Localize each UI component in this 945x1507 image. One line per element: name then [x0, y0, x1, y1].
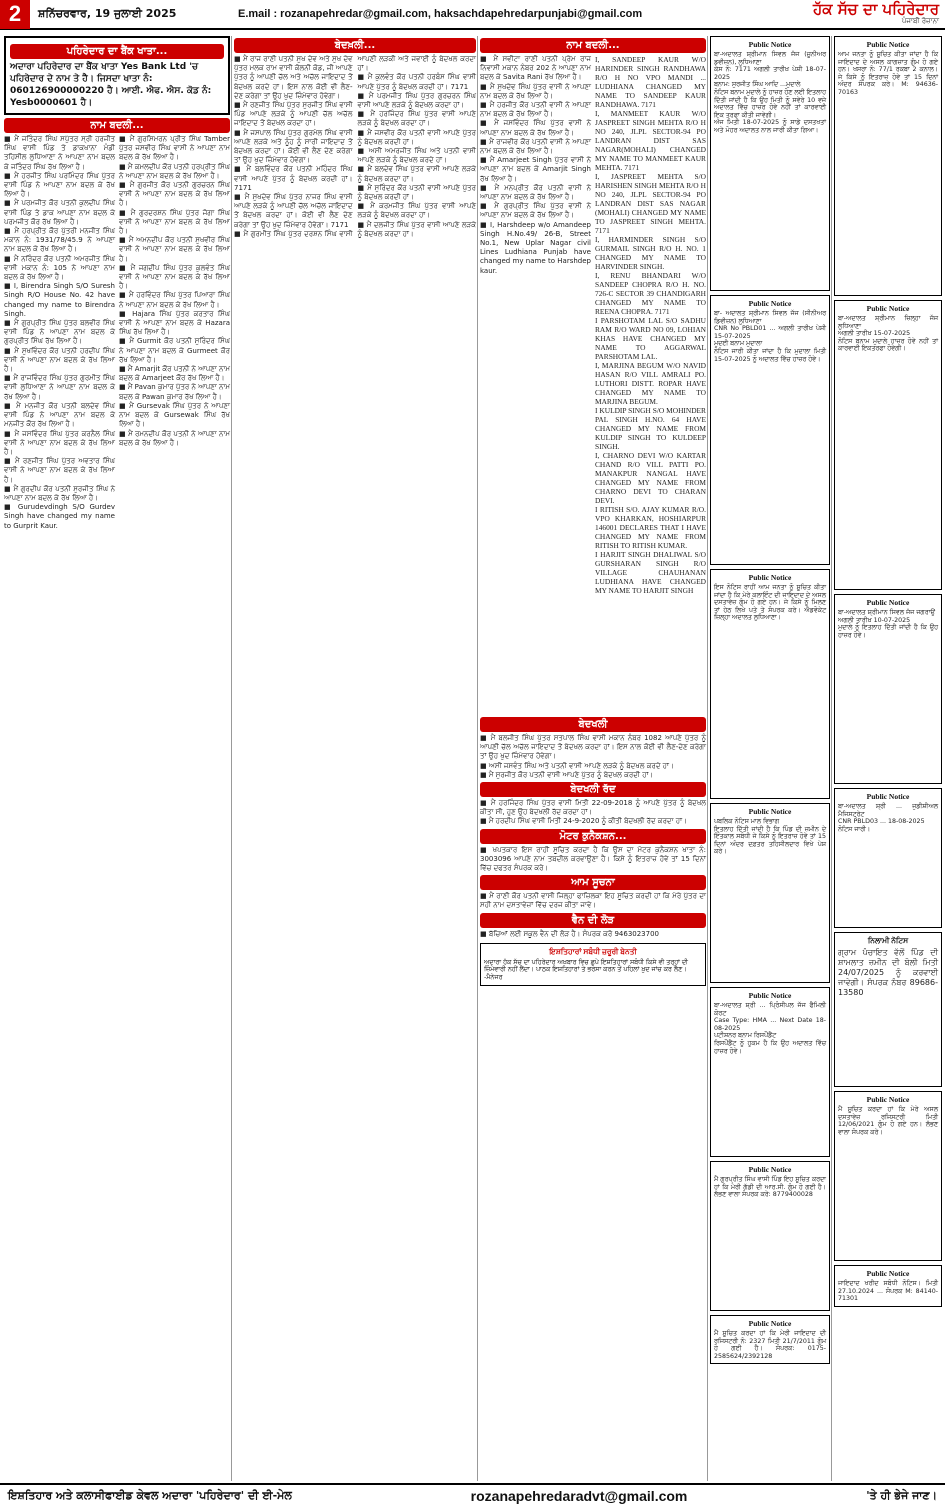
name-change-punjabi: ■ ਮੈਂ ਸਵੀਟਾ ਰਾਣੀ ਪਤਨੀ ਪ੍ਰੇਮ ਰਾਜ ਨਿਵਾਸੀ ਮਕਾਨ ਨੰਬਰ 202 ਨੇ ਆਪਣਾ ਨਾਮ ਬਦਲ ਕੇ Savita Rani ਰੱਖ ਲਿਆ ਹੈ। ■ ਮੈਂ ਸੁਖਦੇਵ ਸਿੰਘ ਪੁੱਤਰ ਵਾਸੀ ਨੇ ਆਪਣਾ ਨਾਮ ਬਦਲ ਕੇ ਰੱਖ ਲਿਆ ਹੈ। ■ ਮੈਂ ਹਰਜੀਤ ਕੌਰ ਪਤਨੀ ਵਾਸੀ ਨੇ ਆਪਣਾ ਨਾਮ ਬਦਲ ਕੇ ਰੱਖ ਲਿਆ ਹੈ। ■ ਮੈਂ ਜਸਵਿੰਦਰ ਸਿੰਘ ਪੁੱਤਰ ਵਾਸੀ ਨੇ ਆਪਣਾ ਨਾਮ ਬਦਲ ਕੇ ਰੱਖ ਲਿਆ ਹੈ। ■ ਮੈਂ ਰਾਜਵੀਰ ਕੌਰ ਪਤਨੀ ਵਾਸੀ ਨੇ ਆਪਣਾ ਨਾਮ ਬਦਲ ਕੇ ਰੱਖ ਲਿਆ ਹੈ। ■ ਮੈਂ Amarjeet Singh ਪੁੱਤਰ ਵਾਸੀ ਨੇ ਆਪਣਾ ਨਾਮ ਬਦਲ ਕੇ Amarjit Singh ਰੱਖ ਲਿਆ ਹੈ। ■ ਮੈਂ ਮਨਪ੍ਰੀਤ ਕੌਰ ਪਤਨੀ ਵਾਸੀ ਨੇ ਆਪਣਾ ਨਾਮ ਬਦਲ ਕੇ ਰੱਖ ਲਿਆ ਹੈ। ■ ਮੈਂ ਗੁਰਪ੍ਰੀਤ ਸਿੰਘ ਪੁੱਤਰ ਵਾਸੀ ਨੇ ਆਪਣਾ ਨਾਮ ਬਦਲ ਕੇ ਰੱਖ ਲਿਆ ਹੈ। ■ I, Harshdeep w/o Amandeep Singh H.No.49/ 26-B, Street No.1, New Uplar Nagar civil Lines Ludhiana Punjab have changed my name to Harshdep kaur.	[480, 55, 591, 275]
auction-notice: ਨਿਲਾਮੀ ਨੋਟਿਸ ਗ੍ਰਾਮ ਪੰਚਾਇਤ ਵੱਲੋਂ ਪਿੰਡ ਦੀ ਸ਼ਾਮਲਾਤ ਜ਼ਮੀਨ ਦੀ ਬੋਲੀ ਮਿਤੀ 24/07/2025 ਨੂੰ ਕਰਵਾਈ ਜਾਵੇਗੀ। ਸੰਪਰਕ ਨੰਬਰ 89686-13580	[834, 932, 942, 1087]
column-2	[234, 36, 476, 1481]
section-heading-disownment-2: ਬੇਦਖਲੀ	[480, 717, 706, 732]
footer-bar	[0, 1483, 945, 1507]
court-notice-3: Public Notice ਬਾ-ਅਦਾਲਤ ਸ਼੍ਰੀਮਾਨ ਜ਼ਿਲ੍ਹਾ ਜੱਜ ਲੁਧਿਆਣਾ ਅਗਲੀ ਤਾਰੀਖ਼ 15-07-2025 ਨੋਟਿਸ ਬਨਾਮ ਮੁਦਾਲੇ ਹਾਜ਼ਰ ਹੋਵੇ ਨਹੀਂ ਤਾਂ ਕਾਰਵਾਈ ਇਕਤਰਫਾ ਹੋਵੇਗੀ।	[834, 300, 942, 590]
contact-email[interactable]: E.mail : rozanapehredar@gmail.com, haksachdapehredarpunjabi@gmail.com	[238, 8, 643, 20]
section-heading-disownment: ਬੇਦਖ਼ਲੀ...	[234, 38, 476, 53]
column-4	[710, 36, 830, 1481]
van-needed-text: ■ ਬੱਚਿਆਂ ਲਈ ਸਕੂਲ ਵੈਨ ਦੀ ਲੋੜ ਹੈ। ਸੰਪਰਕ ਕਰੋ 9463023700	[480, 929, 659, 938]
court-notice-5: Public Notice ਬਾ-ਅਦਾਲਤ ਸ਼੍ਰੀ ... ਜੁਡੀਸ਼ੀਅਲ ਮੈਜਿਸਟ੍ਰੇਟ CNR PBLD03 ... 18-08-2025 ਨੋਟਿਸ ਜਾਰੀ।	[834, 788, 942, 928]
column-3	[480, 36, 709, 1481]
section-heading-van-needed: ਵੈਨ ਦੀ ਲੋੜ	[480, 913, 706, 928]
section-heading-motor-connection: ਮੋਟਰ ਕੁਨੈਕਸ਼ਨ...	[480, 829, 706, 844]
lost-registry-notice: Public Notice ਮੈਂ ਸੂਚਿਤ ਕਰਦਾ ਹਾਂ ਕਿ ਮੇਰੀ ਜਾਇਦਾਦ ਦੀ ਰਜਿਸਟਰੀ ਨੰ: 2327 ਮਿਤੀ 21/7/2011 ਗੁੰਮ ਹੋ ਗਈ ਹੈ। ਸੰਪਰਕ: 0175-2585624/2392128	[710, 1315, 830, 1364]
disclaimer-title: ਇਸ਼ਤਿਹਾਰਾਂ ਸਬੰਧੀ ਜ਼ਰੂਰੀ ਬੇਨਤੀ	[549, 946, 637, 956]
footer-text-right: 'ਤੇ ਹੀ ਭੇਜੇ ਜਾਣ।	[866, 1489, 937, 1502]
bank-heading: ਪਹਿਰੇਦਾਰ ਦਾ ਬੈਂਕ ਖਾਤਾ...	[10, 44, 224, 59]
disownment-cancel-text: ■ ਮੈਂ ਹਰਜਿੰਦਰ ਸਿੰਘ ਪੁੱਤਰ ਵਾਸੀ ਮਿਤੀ 22-09-2018 ਨੂੰ ਆਪਣੇ ਪੁੱਤਰ ਨੂੰ ਬੇਦਖਲ ਕੀਤਾ ਸੀ, ਹੁਣ ਉਹ ਬੇਦਖਲੀ ਰੱਦ ਕਰਦਾ ਹਾਂ। ■ ਮੈਂ ਹਰਦੀਪ ਸਿੰਘ ਵਾਸੀ ਮਿਤੀ 24-9-2020 ਨੂੰ ਕੀਤੀ ਬੇਦਖਲੀ ਰੱਦ ਕਰਦਾ ਹਾਂ।	[480, 799, 706, 826]
motor-connection-text: ■ ਖਪਤਕਾਰ ਇਸ ਰਾਹੀਂ ਸੂਚਿਤ ਕਰਦਾ ਹੈ ਕਿ ਉਸ ਦਾ ਮੋਟਰ ਕੁਨੈਕਸ਼ਨ ਖਾਤਾ ਨੰ: 3003096 ਆਪਣੇ ਨਾਮ ਤਬਦੀਲ ਕਰਵਾਉਣਾ ਹੈ। ਕਿਸੇ ਨੂੰ ਇਤਰਾਜ਼ ਹੋਵੇ ਤਾਂ 15 ਦਿਨਾਂ ਵਿੱਚ ਦਫਤਰ ਸੰਪਰਕ ਕਰੇ।	[480, 845, 709, 873]
section-heading-disownment-cancel: ਬੇਦਖਲੀ ਰੱਦ	[480, 782, 706, 797]
newspaper-logo: ਹੱਕ ਸੱਚ ਦਾ ਪਹਿਰੇਦਾਰ ਪੰਜਾਬੀ ਰੋਜ਼ਾਨਾ	[813, 0, 939, 25]
court-notice-2: Public Notice ਬਾ- ਅਦਾਲਤ ਸ਼੍ਰੀਮਾਨ ਸਿਵਲ ਜੱਜ (ਸੀਨੀਅਰ ਡਿਵੀਜ਼ਨ) ਲੁਧਿਆਣਾ CNR No PBLD01 ... ਅਗਲੀ ਤਾਰੀਖ਼ ਪੇਸ਼ੀ 15-07-2025 ਮੁਦਈ ਬਨਾਮ ਮੁਦਾਲਾ ਨੋਟਿਸ ਜਾਰੀ ਕੀਤਾ ਜਾਂਦਾ ਹੈ ਕਿ ਮੁਦਾਲਾ ਮਿਤੀ 15-07-2025 ਨੂੰ ਅਦਾਲਤ ਵਿੱਚ ਹਾਜ਼ਰ ਹੋਵੇ।	[710, 295, 830, 565]
court-notice-4: Public Notice ਬਾ-ਅਦਾਲਤ ਸ਼੍ਰੀਮਾਨ ਸਿਵਲ ਜੱਜ ਜਗਰਾਉਂ ਅਗਲੀ ਤਾਰੀਖ਼ 10-07-2025 ਮੁਦਾਲੇ ਨੂੰ ਇਤਲਾਹ ਦਿੱਤੀ ਜਾਂਦੀ ਹੈ ਕਿ ਉਹ ਹਾਜ਼ਰ ਹੋਵੇ।	[834, 594, 942, 784]
disownment-2-text: ■ ਮੈਂ ਬਲਜੀਤ ਸਿੰਘ ਪੁੱਤਰ ਸਤਪਾਲ ਸਿੰਘ ਵਾਸੀ ਮਕਾਨ ਨੰਬਰ 1082 ਆਪਣੇ ਪੁੱਤਰ ਨੂੰ ਆਪਣੀ ਚੱਲ ਅਚੱਲ ਜਾਇਦਾਦ ਤੋਂ ਬੇਦਖਲ ਕਰਦਾ ਹਾਂ। ਇਸ ਨਾਲ ਕੋਈ ਵੀ ਲੈਣ-ਦੇਣ ਕਰੇਗਾ ਤਾਂ ਉਹ ਖੁਦ ਜ਼ਿੰਮੇਵਾਰ ਹੋਵੇਗਾ। ■ ਅਸੀਂ ਜਸਵੰਤ ਸਿੰਘ ਅਤੇ ਪਤਨੀ ਵਾਸੀ ਆਪਣੇ ਲੜਕੇ ਨੂੰ ਬੇਦਖਲ ਕਰਦੇ ਹਾਂ। ■ ਮੈਂ ਸੁਰਜੀਤ ਕੌਰ ਪਤਨੀ ਵਾਸੀ ਆਪਣੇ ਪੁੱਤਰ ਨੂੰ ਬੇਦਖਲ ਕਰਦੀ ਹਾਂ।	[480, 734, 706, 779]
page-number: 2	[0, 0, 30, 29]
disownment-list: ■ ਮੈਂ ਰਾਜ ਰਾਣੀ ਪਤਨੀ ਸੁਖ ਦੇਵ ਅਤੇ ਸੁਖ ਦੇਵ ਪੁੱਤਰ ਮਲਕ ਰਾਮ ਵਾਸੀ ਕੋਲਨੀ ਕੋਡ, ਜੀ ਆਪਣੇ ਪੁੱਤਰ ਨੂੰ ਆਪਣੀ ਚੱਲ ਅਤੇ ਅਚੱਲ ਜਾਇਦਾਦ ਤੋਂ ਬੇਦਖਲ ਕਰਦੇ ਹਾਂ। ਇਸ ਨਾਲ ਕੋਈ ਵੀ ਲੈਣ-ਦੇਣ ਕਰੇਗਾ ਤਾਂ ਉਹ ਖੁਦ ਜ਼ਿੰਮੇਵਾਰ ਹੋਵੇਗਾ। ■ ਮੈਂ ਰਣਜੀਤ ਸਿੰਘ ਪੁੱਤਰ ਸੁਰਜੀਤ ਸਿੰਘ ਵਾਸੀ ਪਿੰਡ ਆਪਣੇ ਲੜਕੇ ਨੂੰ ਆਪਣੀ ਚੱਲ ਅਚੱਲ ਜਾਇਦਾਦ ਤੋਂ ਬੇਦਖਲ ਕਰਦਾ ਹਾਂ। ■ ਮੈਂ ਜਸਪਾਲ ਸਿੰਘ ਪੁੱਤਰ ਗੁਰਮੇਲ ਸਿੰਘ ਵਾਸੀ ਆਪਣੇ ਲੜਕੇ ਅਤੇ ਨੂੰਹ ਨੂੰ ਸਾਰੀ ਜਾਇਦਾਦ ਤੋਂ ਬੇਦਖਲ ਕਰਦਾ ਹਾਂ। ਕੋਈ ਵੀ ਲੈਣ ਦੇਣ ਕਰੇਗਾ ਤਾਂ ਉਹ ਖੁਦ ਜ਼ਿੰਮੇਵਾਰ ਹੋਵੇਗਾ। ■ ਮੈਂ ਬਲਵਿੰਦਰ ਕੌਰ ਪਤਨੀ ਮਹਿੰਦਰ ਸਿੰਘ ਵਾਸੀ ਆਪਣੇ ਪੁੱਤਰ ਨੂੰ ਬੇਦਖਲ ਕਰਦੀ ਹਾਂ। 7171 ■ ਮੈਂ ਸੁਖਦੇਵ ਸਿੰਘ ਪੁੱਤਰ ਨਾਜਰ ਸਿੰਘ ਵਾਸੀ ਆਪਣੇ ਲੜਕੇ ਨੂੰ ਆਪਣੀ ਚੱਲ ਅਚੱਲ ਜਾਇਦਾਦ ਤੋਂ ਬੇਦਖਲ ਕਰਦਾ ਹਾਂ। ਕੋਈ ਵੀ ਲੈਣ ਦੇਣ ਕਰੇਗਾ ਤਾਂ ਉਹ ਖੁਦ ਜ਼ਿੰਮੇਵਾਰ ਹੋਵੇਗਾ। 7171 ■ ਮੈਂ ਗੁਰਮੀਤ ਸਿੰਘ ਪੁੱਤਰ ਦਰਸ਼ਨ ਸਿੰਘ ਵਾਸੀ ਆਪਣੀ ਲੜਕੀ ਅਤੇ ਜਵਾਈ ਨੂੰ ਬੇਦਖਲ ਕਰਦਾ ਹਾਂ। ■ ਮੈਂ ਕੁਲਵੰਤ ਕੌਰ ਪਤਨੀ ਹਰਬੰਸ ਸਿੰਘ ਵਾਸੀ ਆਪਣੇ ਪੁੱਤਰ ਨੂੰ ਬੇਦਖਲ ਕਰਦੀ ਹਾਂ। 7171 ■ ਮੈਂ ਪਰਮਜੀਤ ਸਿੰਘ ਪੁੱਤਰ ਗੁਰਚਰਨ ਸਿੰਘ ਵਾਸੀ ਆਪਣੇ ਲੜਕੇ ਨੂੰ ਬੇਦਖਲ ਕਰਦਾ ਹਾਂ। ■ ਮੈਂ ਹਰਜਿੰਦਰ ਸਿੰਘ ਪੁੱਤਰ ਵਾਸੀ ਆਪਣੇ ਲੜਕੇ ਨੂੰ ਬੇਦਖਲ ਕਰਦਾ ਹਾਂ। ■ ਮੈਂ ਜਸਵੀਰ ਕੌਰ ਪਤਨੀ ਵਾਸੀ ਆਪਣੇ ਪੁੱਤਰ ਨੂੰ ਬੇਦਖਲ ਕਰਦੀ ਹਾਂ। ■ ਅਸੀਂ ਅਮਰਜੀਤ ਸਿੰਘ ਅਤੇ ਪਤਨੀ ਵਾਸੀ ਆਪਣੇ ਲੜਕੇ ਨੂੰ ਬੇਦਖਲ ਕਰਦੇ ਹਾਂ। ■ ਮੈਂ ਬਲਦੇਵ ਸਿੰਘ ਪੁੱਤਰ ਵਾਸੀ ਆਪਣੇ ਲੜਕੇ ਨੂੰ ਬੇਦਖਲ ਕਰਦਾ ਹਾਂ। ■ ਮੈਂ ਸੁਰਿੰਦਰ ਕੌਰ ਪਤਨੀ ਵਾਸੀ ਆਪਣੇ ਪੁੱਤਰ ਨੂੰ ਬੇਦਖਲ ਕਰਦੀ ਹਾਂ। ■ ਮੈਂ ਕਰਮਜੀਤ ਸਿੰਘ ਪੁੱਤਰ ਵਾਸੀ ਆਪਣੇ ਲੜਕੇ ਨੂੰ ਬੇਦਖਲ ਕਰਦਾ ਹਾਂ। ■ ਮੈਂ ਦਲਜੀਤ ਸਿੰਘ ਪੁੱਤਰ ਵਾਸੀ ਆਪਣੇ ਲੜਕੇ ਨੂੰ ਬੇਦਖਲ ਕਰਦਾ ਹਾਂ।	[234, 55, 476, 238]
section-heading-general-notice: ਆਮ ਸੂਚਨਾ	[480, 875, 706, 890]
general-notice-text: ■ ਮੈਂ ਰਾਣੀ ਕੌਰ ਪਤਨੀ ਵਾਸੀ ਜਿਲ੍ਹਾ ਫਾਜ਼ਿਲਕਾ ਇਹ ਸੂਚਿਤ ਕਰਦੀ ਹਾਂ ਕਿ ਮੇਰੇ ਪੁੱਤਰ ਦਾ ਸਹੀ ਨਾਮ ਦਸਤਾਵੇਜ਼ਾਂ ਵਿੱਚ ਦਰਜ ਕੀਤਾ ਜਾਵੇ।	[480, 892, 709, 910]
revenue-notice: Public Notice ਪਬਲਿਕ ਨੋਟਿਸ ਮਾਲ ਵਿਭਾਗ ਇਤਲਾਹ ਦਿੱਤੀ ਜਾਂਦੀ ਹੈ ਕਿ ਪਿੰਡ ਦੀ ਜ਼ਮੀਨ ਦੇ ਇੰਤਕਾਲ ਸਬੰਧੀ ਜੇ ਕਿਸੇ ਨੂੰ ਇਤਰਾਜ਼ ਹੋਵੇ ਤਾਂ 15 ਦਿਨਾਂ ਅੰਦਰ ਦਫ਼ਤਰ ਤਹਿਸੀਲਦਾਰ ਵਿਖੇ ਪੇਸ਼ ਕਰੇ।	[710, 803, 830, 983]
name-change-english: I, SANDEEP KAUR W/O HARINDER SINGH RANDHAWA R/O H NO VPO MANDI ... LUDHIANA CHANGED MY NAME TO SANDEEP KAUR RANDHAWA. 7171 I, MANMEET KAUR W/O JASPREET SINGH MEHTA R/O H NO 240, JLPL SECTOR-94 PO LANDRAN DIST SAS NAGAR(MOHALI) CHANGED MY NAME TO MANMEET KAUR MEHTA. 7171 I, JASPREET MEHTA S/O HARISHEN SINGH MEHTA R/O H NO 240, JLPL SECTOR-94 PO LANDRAN DIST SAS NAGAR (MOHALI) CHANGED MY NAME TO JASPREET SINGH MEHTA. 7171 I, HARMINDER SINGH S/O GURMAIL SINGH R/O H. NO. 1 CHANGED MY NAME TO HARVINDER SINGH. I, RENU BHANDARI W/O SANDEEP CHOPRA R/O H. NO. 726-C SECTOR 39 CHANDIGARH CHANGED MY NAME TO REENA CHOPRA. 7171 I PARSHOTAM LAL S/O SADHU RAM R/O WARD NO 09, LOHIAN KHAS HAVE CHANGED MY NAME TO AGGARWAL PARSHOTAM LAL. I, MARJINA BEGUM W/O NAVID HASAN R/O VILL AMRALI PO. LUTHORI DISTT. ROPAR HAVE CHANGED MY NAME TO MARJINA BEGUM. I KULDIP SINGH S/O MOHINDER PAL SINGH H.NO. 64 HAVE CHANGED MY NAME FROM KULDIP SINGH TO KULDEEP SINGH. I, CHARNO DEVI W/O KARTAR CHAND R/O VILL PATTI PO. MANAKPUR NANGAL HAVE CHANGED MY NAME FROM CHARNO DEVI TO CHARAN DEVI. I RITISH S/O. AJAY KUMAR R/O. VPO KHARKAN, HOSHIARPUR 146001 DECLARES THAT I HAVE CHANGED MY NAME FROM RITISH TO RITISH KUMAR. I HARJIT SINGH DHALIWAL S/O GURSHARAN SINGH R/O VILLAGE CHAUHANAN LUDHIANA HAVE CHANGED MY NAME TO HARJIT SINGH	[595, 55, 706, 595]
masthead	[0, 0, 945, 30]
public-notice-1: Public Notice ਆਮ ਜਨਤਾ ਨੂੰ ਸੂਚਿਤ ਕੀਤਾ ਜਾਂਦਾ ਹੈ ਕਿ ਜਾਇਦਾਦ ਦੇ ਅਸਲ ਕਾਗਜ਼ਾਤ ਗੁੰਮ ਹੋ ਗਏ ਹਨ। ਖਸਰਾ ਨੰ: 77/1 ਰਕਬਾ 2 ਕਨਾਲ। ਜੇ ਕਿਸੇ ਨੂੰ ਇਤਰਾਜ਼ ਹੋਵੇ ਤਾਂ 15 ਦਿਨਾਂ ਅੰਦਰ ਸੰਪਰਕ ਕਰੇ। M: 94636-70163	[834, 36, 942, 296]
public-notice-6: Public Notice ਮੈਂ ਸੂਚਿਤ ਕਰਦਾ ਹਾਂ ਕਿ ਮੇਰੇ ਅਸਲ ਦਸਤਾਵੇਜ਼ ਰਜਿਸਟਰੀ ਮਿਤੀ 12/06/2021 ਗੁੰਮ ਹੋ ਗਏ ਹਨ। ਲੱਭਣ ਵਾਲਾ ਸੰਪਰਕ ਕਰੇ।	[834, 1091, 942, 1261]
section-heading-name-change-2: ਨਾਮ ਬਦਲੀ...	[480, 38, 706, 53]
lost-documents-notice: Public Notice ਇਸ ਨੋਟਿਸ ਰਾਹੀਂ ਆਮ ਜਨਤਾ ਨੂੰ ਸੂਚਿਤ ਕੀਤਾ ਜਾਂਦਾ ਹੈ ਕਿ ਮੇਰੇ ਕਲਾਇੰਟ ਦੀ ਜਾਇਦਾਦ ਦੇ ਅਸਲ ਦਸਤਾਵੇਜ਼ ਗੁੰਮ ਹੋ ਗਏ ਹਨ। ਜੇ ਕਿਸੇ ਨੂੰ ਮਿਲਣ ਤਾਂ ਹੇਠ ਲਿਖੇ ਪਤੇ ਤੇ ਸੰਪਰਕ ਕਰੇ। ਐਡਵੋਕੇਟ ਜ਼ਿਲ੍ਹਾ ਅਦਾਲਤ ਲੁਧਿਆਣਾ।	[710, 569, 830, 799]
footer-email[interactable]: rozanapehredaradvt@gmail.com	[470, 1488, 688, 1504]
name-change-list-b: ■ ਮੈਂ ਗੁਰਸਿਮਰਨ ਪ੍ਰੀਤ ਸਿੰਘ Tamber ਪੁੱਤਰ ਜਸਵੀਰ ਸਿੰਘ ਵਾਸੀ ਨੇ ਆਪਣਾ ਨਾਮ ਬਦਲ ਕੇ ਰੱਖ ਲਿਆ ਹੈ। ■ ਮੈਂ ਕਮਲਦੀਪ ਕੌਰ ਪਤਨੀ ਹਰਪ੍ਰੀਤ ਸਿੰਘ ਨੇ ਆਪਣਾ ਨਾਮ ਬਦਲ ਕੇ ਰੱਖ ਲਿਆ ਹੈ। ■ ਮੈਂ ਗੁਰਜੀਤ ਕੌਰ ਪਤਨੀ ਗੁਰਚਰਨ ਸਿੰਘ ਵਾਸੀ ਨੇ ਆਪਣਾ ਨਾਮ ਬਦਲ ਕੇ ਰੱਖ ਲਿਆ ਹੈ। ■ ਮੈਂ ਗੁਰਦਰਸ਼ਨ ਸਿੰਘ ਪੁੱਤਰ ਜੋਗਾ ਸਿੰਘ ਵਾਸੀ ਨੇ ਆਪਣਾ ਨਾਮ ਬਦਲ ਕੇ ਰੱਖ ਲਿਆ ਹੈ। ■ ਮੈਂ ਅਮਨਦੀਪ ਕੌਰ ਪਤਨੀ ਸੁਖਵੀਰ ਸਿੰਘ ਵਾਸੀ ਨੇ ਆਪਣਾ ਨਾਮ ਬਦਲ ਕੇ ਰੱਖ ਲਿਆ ਹੈ। ■ ਮੈਂ ਜਗਦੀਪ ਸਿੰਘ ਪੁੱਤਰ ਕੁਲਵੰਤ ਸਿੰਘ ਵਾਸੀ ਨੇ ਆਪਣਾ ਨਾਮ ਬਦਲ ਕੇ ਰੱਖ ਲਿਆ ਹੈ। ■ ਮੈਂ ਹਰਵਿੰਦਰ ਸਿੰਘ ਪੁੱਤਰ ਪਿਆਰਾ ਸਿੰਘ ਨੇ ਆਪਣਾ ਨਾਮ ਬਦਲ ਕੇ ਰੱਖ ਲਿਆ ਹੈ। ■ Hajara ਸਿੰਘ ਪੁੱਤਰ ਕਰਤਾਰ ਸਿੰਘ ਵਾਸੀ ਨੇ ਆਪਣਾ ਨਾਮ ਬਦਲ ਕੇ Hazara ਸਿੰਘ ਰੱਖ ਲਿਆ ਹੈ। ■ ਮੈਂ Gurmit ਕੌਰ ਪਤਨੀ ਸੁਰਿੰਦਰ ਸਿੰਘ ਨੇ ਆਪਣਾ ਨਾਮ ਬਦਲ ਕੇ Gurmeet ਕੌਰ ਰੱਖ ਲਿਆ ਹੈ। ■ ਮੈਂ Amarjit ਕੌਰ ਪਤਨੀ ਨੇ ਆਪਣਾ ਨਾਮ ਬਦਲ ਕੇ Amarjeet ਕੌਰ ਰੱਖ ਲਿਆ ਹੈ। ■ ਮੈਂ Pavan ਕੁਮਾਰ ਪੁੱਤਰ ਨੇ ਆਪਣਾ ਨਾਮ ਬਦਲ ਕੇ Pawan ਕੁਮਾਰ ਰੱਖ ਲਿਆ ਹੈ। ■ ਮੈਂ Gursevak ਸਿੰਘ ਪੁੱਤਰ ਨੇ ਆਪਣਾ ਨਾਮ ਬਦਲ ਕੇ Gursewak ਸਿੰਘ ਰੱਖ ਲਿਆ ਹੈ। ■ ਮੈਂ ਰਮਨਦੀਪ ਕੌਰ ਪਤਨੀ ਨੇ ਆਪਣਾ ਨਾਮ ਬਦਲ ਕੇ ਰੱਖ ਲਿਆ ਹੈ।	[119, 135, 230, 447]
name-change-list-a: ■ ਮੈਂ ਜਤਿੰਦਰ ਸਿੰਘ ਸਪੁੱਤਰ ਸ੍ਰੀ ਹਰਜੀਤ ਸਿੰਘ ਵਾਸੀ ਪਿੰਡ ਤੇ ਡਾਕਖਾਨਾ ਮੰਡੀ ਤਹਿਸੀਲ ਲੁਧਿਆਣਾ ਨੇ ਆਪਣਾ ਨਾਮ ਬਦਲ ਕੇ ਜਤਿੰਦਰ ਸਿੰਘ ਰੱਖ ਲਿਆ ਹੈ। ■ ਮੈਂ ਹਰਜੀਤ ਸਿੰਘ ਪਰਮਿੰਦਰ ਸਿੰਘ ਪੁੱਤਰ ਵਾਸੀ ਪਿੰਡ ਨੇ ਆਪਣਾ ਨਾਮ ਬਦਲ ਕੇ ਰੱਖ ਲਿਆ ਹੈ। ■ ਮੈਂ ਪਰਮਜੀਤ ਕੌਰ ਪਤਨੀ ਕੁਲਦੀਪ ਸਿੰਘ ਵਾਸੀ ਪਿੰਡ ਤੇ ਡਾਕ ਆਪਣਾ ਨਾਮ ਬਦਲ ਕੇ ਪਰਮਜੀਤ ਕੌਰ ਰੱਖ ਲਿਆ ਹੈ। ■ ਮੈਂ ਹਰਪ੍ਰੀਤ ਕੌਰ ਪੁੱਤਰੀ ਮਨਜੀਤ ਸਿੰਘ ਮਕਾਨ ਨੰ: 1931/78/45.9 ਨੇ ਆਪਣਾ ਨਾਮ ਬਦਲ ਕੇ ਰੱਖ ਲਿਆ ਹੈ। ■ ਮੈਂ ਨਰਿੰਦਰ ਕੌਰ ਪਤਨੀ ਅਮਰਜੀਤ ਸਿੰਘ ਵਾਸੀ ਮਕਾਨ ਨੰ: 105 ਨੇ ਆਪਣਾ ਨਾਮ ਬਦਲ ਕੇ ਰੱਖ ਲਿਆ ਹੈ। ■ I, Birendra Singh S/O Suresh Singh R/O House No. 42 have changed my name to Birendra Singh. ■ ਮੈਂ ਗੁਰਪ੍ਰੀਤ ਸਿੰਘ ਪੁੱਤਰ ਬਲਵੀਰ ਸਿੰਘ ਵਾਸੀ ਪਿੰਡ ਨੇ ਆਪਣਾ ਨਾਮ ਬਦਲ ਕੇ ਗੁਰਪ੍ਰੀਤ ਸਿੰਘ ਰੱਖ ਲਿਆ ਹੈ। ■ ਮੈਂ ਸੁਖਵਿੰਦਰ ਕੌਰ ਪਤਨੀ ਹਰਦੀਪ ਸਿੰਘ ਵਾਸੀ ਨੇ ਆਪਣਾ ਨਾਮ ਬਦਲ ਕੇ ਰੱਖ ਲਿਆ ਹੈ। ■ ਮੈਂ ਰਾਜਵਿੰਦਰ ਸਿੰਘ ਪੁੱਤਰ ਗੁਰਮੀਤ ਸਿੰਘ ਵਾਸੀ ਲੁਧਿਆਣਾ ਨੇ ਆਪਣਾ ਨਾਮ ਬਦਲ ਕੇ ਰੱਖ ਲਿਆ ਹੈ। ■ ਮੈਂ ਮਨਜੀਤ ਕੌਰ ਪਤਨੀ ਬਲਦੇਵ ਸਿੰਘ ਵਾਸੀ ਪਿੰਡ ਨੇ ਆਪਣਾ ਨਾਮ ਬਦਲ ਕੇ ਮਨਜੀਤ ਕੌਰ ਰੱਖ ਲਿਆ ਹੈ। ■ ਮੈਂ ਜਸਵਿੰਦਰ ਸਿੰਘ ਪੁੱਤਰ ਕਰਨੈਲ ਸਿੰਘ ਵਾਸੀ ਨੇ ਆਪਣਾ ਨਾਮ ਬਦਲ ਕੇ ਰੱਖ ਲਿਆ ਹੈ। ■ ਮੈਂ ਰਣਜੀਤ ਸਿੰਘ ਪੁੱਤਰ ਅਵਤਾਰ ਸਿੰਘ ਵਾਸੀ ਨੇ ਆਪਣਾ ਨਾਮ ਬਦਲ ਕੇ ਰੱਖ ਲਿਆ ਹੈ। ■ ਮੈਂ ਗੁਰਦੀਪ ਕੌਰ ਪਤਨੀ ਸੁਰਜੀਤ ਸਿੰਘ ਨੇ ਆਪਣਾ ਨਾਮ ਬਦਲ ਕੇ ਰੱਖ ਲਿਆ ਹੈ। ■ Gurudevdingh S/O Gurdev Singh have changed my name to Gurprit Kaur.	[4, 135, 115, 530]
public-notice-7: Public Notice ਜਾਇਦਾਦ ਖਰੀਦ ਸਬੰਧੀ ਨੋਟਿਸ। ਮਿਤੀ 27.10.2024 ... ਸੰਪਰਕ M: 84140-71301	[834, 1265, 942, 1307]
family-court-notice: Public Notice ਬਾ-ਅਦਾਲਤ ਸ਼੍ਰੀ ... ਪ੍ਰਿੰਸੀਪਲ ਜੱਜ ਫੈਮਿਲੀ ਕੋਰਟ Case Type: HMA ... Next Date 18-08-2025 ਪਟੀਸ਼ਨਰ ਬਨਾਮ ਰਿਸਪੌਂਡੈਂਟ ਰਿਸਪੌਂਡੈਂਟ ਨੂੰ ਹੁਕਮ ਹੈ ਕਿ ਉਹ ਅਦਾਲਤ ਵਿੱਚ ਹਾਜ਼ਰ ਹੋਵੇ।	[710, 987, 830, 1157]
advert-disclaimer-box	[480, 943, 706, 986]
lost-rc-notice: Public Notice ਮੈਂ ਗੁਰਪ੍ਰੀਤ ਸਿੰਘ ਵਾਸੀ ਪਿੰਡ ਇਹ ਸੂਚਿਤ ਕਰਦਾ ਹਾਂ ਕਿ ਮੇਰੀ ਗੱਡੀ ਦੀ ਆਰ.ਸੀ. ਗੁੰਮ ਹੋ ਗਈ ਹੈ। ਲੱਭਣ ਵਾਲਾ ਸੰਪਰਕ ਕਰੇ: 8779400028	[710, 1161, 830, 1311]
section-heading-name-change: ਨਾਮ ਬਦਲੀ...	[4, 118, 230, 133]
issue-date: ਸ਼ਨਿੱਚਰਵਾਰ, 19 ਜੁਲਾਈ 2025	[38, 7, 177, 20]
column-1	[4, 36, 230, 1481]
bank-account-box	[4, 36, 230, 115]
disclaimer-text: ਅਦਾਰਾ ਹੱਕ ਸੱਚ ਦਾ ਪਹਿਰੇਦਾਰ ਅਖ਼ਬਾਰ ਵਿਚ ਛਪੇ ਇਸ਼ਤਿਹਾਰਾਂ ਸਬੰਧੀ ਕਿਸੇ ਵੀ ਤਰ੍ਹਾਂ ਦੀ ਜ਼ਿੰਮੇਵਾਰੀ ਨਹੀਂ ਲੈਂਦਾ। ਪਾਠਕ ਇਸ਼ਤਿਹਾਰਾਂ ਤੇ ਭਰੋਸਾ ਕਰਨ ਤੋਂ ਪਹਿਲਾਂ ਖ਼ੁਦ ਜਾਂਚ ਕਰ ਲੈਣ। -ਮੈਨੇਜਰ	[484, 958, 688, 982]
footer-text-left: ਇਸ਼ਤਿਹਾਰ ਅਤੇ ਕਲਾਸੀਫਾਈਡ ਕੇਵਲ ਅਦਾਰਾ 'ਪਹਿਰੇਦਾਰ' ਦੀ ਈ-ਮੇਲ	[8, 1489, 292, 1502]
column-5	[834, 36, 942, 1481]
court-notice-1: Public Notice ਬਾ-ਅਦਾਲਤ ਸ਼੍ਰੀਮਾਨ ਸਿਵਲ ਜੱਜ (ਜੂਨੀਅਰ ਡਵੀਜ਼ਨ), ਲੁਧਿਆਣਾ ਕੇਸ ਨੰ: 7171 ਅਗਲੀ ਤਾਰੀਖ਼ ਪੇਸ਼ੀ 18-07-2025 ਬਨਾਮ: ਸੁਰਜੀਤ ਸਿੰਘ ਆਦਿ ...ਮੁਦਾਲੇ ਨੋਟਿਸ ਬਨਾਮ ਮੁਦਾਲੇ ਨੂੰ ਹਾਜ਼ਰ ਹੋਣ ਲਈ ਇਤਲਾਹ ਦਿੱਤੀ ਜਾਂਦੀ ਹੈ ਕਿ ਉਹ ਮਿਤੀ ਨੂੰ ਸਵੇਰੇ 10 ਵਜੇ ਅਦਾਲਤ ਵਿੱਚ ਹਾਜ਼ਰ ਹੋਵੇ ਨਹੀਂ ਤਾਂ ਕਾਰਵਾਈ ਇਕ ਤਰਫਾ ਕੀਤੀ ਜਾਵੇਗੀ। ਅੱਜ ਮਿਤੀ 18-07-2025 ਨੂੰ ਸਾਡੇ ਦਸਤਖਤਾਂ ਅਤੇ ਮੋਹਰ ਅਦਾਲਤ ਨਾਲ ਜਾਰੀ ਕੀਤਾ ਗਿਆ।	[710, 36, 830, 291]
bank-text: ਅਦਾਰਾ ਪਹਿਰੇਦਾਰ ਦਾ ਬੈਂਕ ਖਾਤਾ Yes Bank Ltd 'ਚ ਪਹਿਰੇਦਾਰ ਦੇ ਨਾਮ ਤੇ ਹੈ। ਜਿਸਦਾ ਖਾਤਾ ਨੰ: 060126900000220 ਹੈ। ਆਈ. ਐਫ. ਐਸ. ਕੋਡ ਨੰ: Yesb0000601 ਹੈ।	[10, 62, 212, 108]
